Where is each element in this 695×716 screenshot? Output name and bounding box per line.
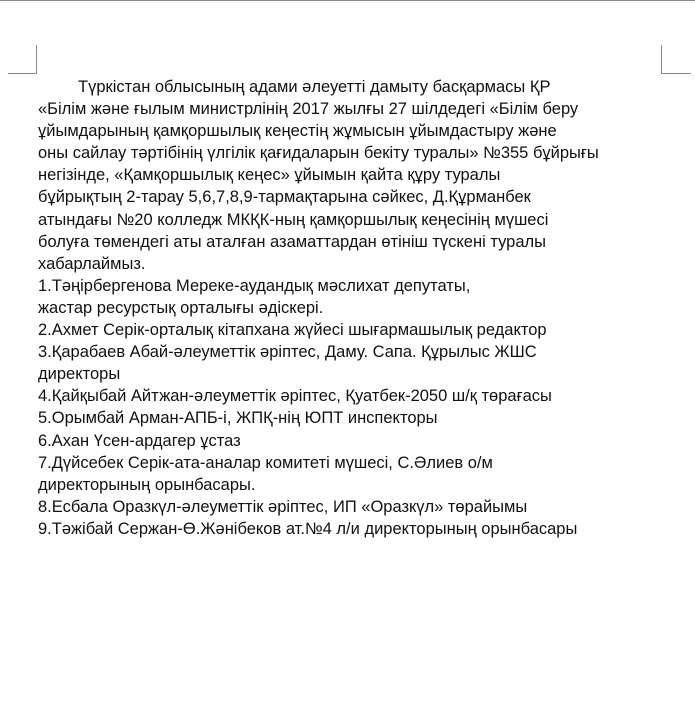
list-item	[38, 452, 666, 496]
list-item	[38, 518, 666, 540]
list-item-line: 2.Ахмет Серік-орталық кітапхана жүйесі шығармашылық редактор	[38, 321, 547, 340]
paragraph-line: атындағы №20 колледж МКҚК-ның қамқоршылық кеңесінің мүшесі	[38, 210, 549, 229]
applicant-list	[38, 275, 666, 540]
list-item	[38, 496, 666, 518]
paragraph-line: оны сайлау тәртібінің үлгілік қағидаларын бекіту туралы» №355 бұйрығы	[38, 144, 599, 163]
list-item	[38, 430, 666, 452]
list-item-line: жастар ресурстық орталығы әдіскері.	[38, 298, 324, 317]
list-item	[38, 407, 666, 429]
list-item-line: 3.Қарабаев Абай-әлеуметтік әріптес, Даму. Сапа. Құрылыс ЖШС	[38, 343, 537, 362]
list-item-line: директорының орынбасары.	[38, 475, 256, 494]
list-item-line: 4.Қайқыбай Айтжан-әлеуметтік әріптес, Қуатбек-2050 ш/қ төрағасы	[38, 387, 552, 406]
document-body	[38, 76, 666, 540]
paragraph-line: «Білім және ғылым министрлінің 2017 жылғы 27 шілдедегі «Білім беру	[38, 100, 579, 119]
list-item-line: 9.Тәжібай Сержан-Ө.Жәнібеков ат.№4 л/и директорының орынбасары	[38, 519, 578, 538]
crop-mark-top-left-vertical	[36, 45, 37, 74]
paragraph-line: негізінде, «Қамқоршылық кеңес» ұйымын қайта құру туралы	[38, 166, 501, 185]
list-item	[38, 385, 666, 407]
paragraph-line: болуға төмендегі аты аталған азаматтардан өтініш түскені туралы	[38, 232, 546, 251]
list-item-line: 8.Есбала Оразкүл-әлеуметтік әріптес, ИП «Оразкүл» төрайымы	[38, 497, 528, 516]
list-item-line: 1.Тәңірбергенова Мереке-аудандық мәслихат депутаты,	[38, 276, 471, 295]
list-item-line: директоры	[38, 365, 121, 384]
paragraph-line: Түркістан облысының адами әлеуетті дамыту басқармасы ҚР	[78, 78, 551, 96]
list-item	[38, 275, 666, 319]
paragraph-line: бұйрықтың 2-тарау 5,6,7,8,9-тармақтарына сәйкес, Д.Құрманбек	[38, 188, 531, 207]
list-item-line: 6.Ахан Үсен-ардагер ұстаз	[38, 431, 241, 450]
crop-mark-top-right-horizontal	[661, 73, 691, 74]
intro-paragraph	[38, 76, 666, 275]
list-item	[38, 341, 666, 385]
crop-mark-top-right-vertical	[661, 45, 662, 74]
list-item-line: 5.Орымбай Арман-АПБ-і, ЖПҚ-нің ЮПТ инспекторы	[38, 409, 438, 428]
crop-mark-top-left-horizontal	[8, 73, 36, 74]
list-item-line: 7.Дүйсебек Серік-ата-аналар комитеті мүшесі, С.Әлиев о/м	[38, 453, 493, 472]
paragraph-line: хабарлаймыз.	[38, 254, 146, 273]
paragraph-line: ұйымдарының қамқоршылық кеңестің жұмысын ұйымдастыру және	[38, 122, 557, 141]
list-item	[38, 319, 666, 341]
page-top-border	[0, 0, 695, 1]
